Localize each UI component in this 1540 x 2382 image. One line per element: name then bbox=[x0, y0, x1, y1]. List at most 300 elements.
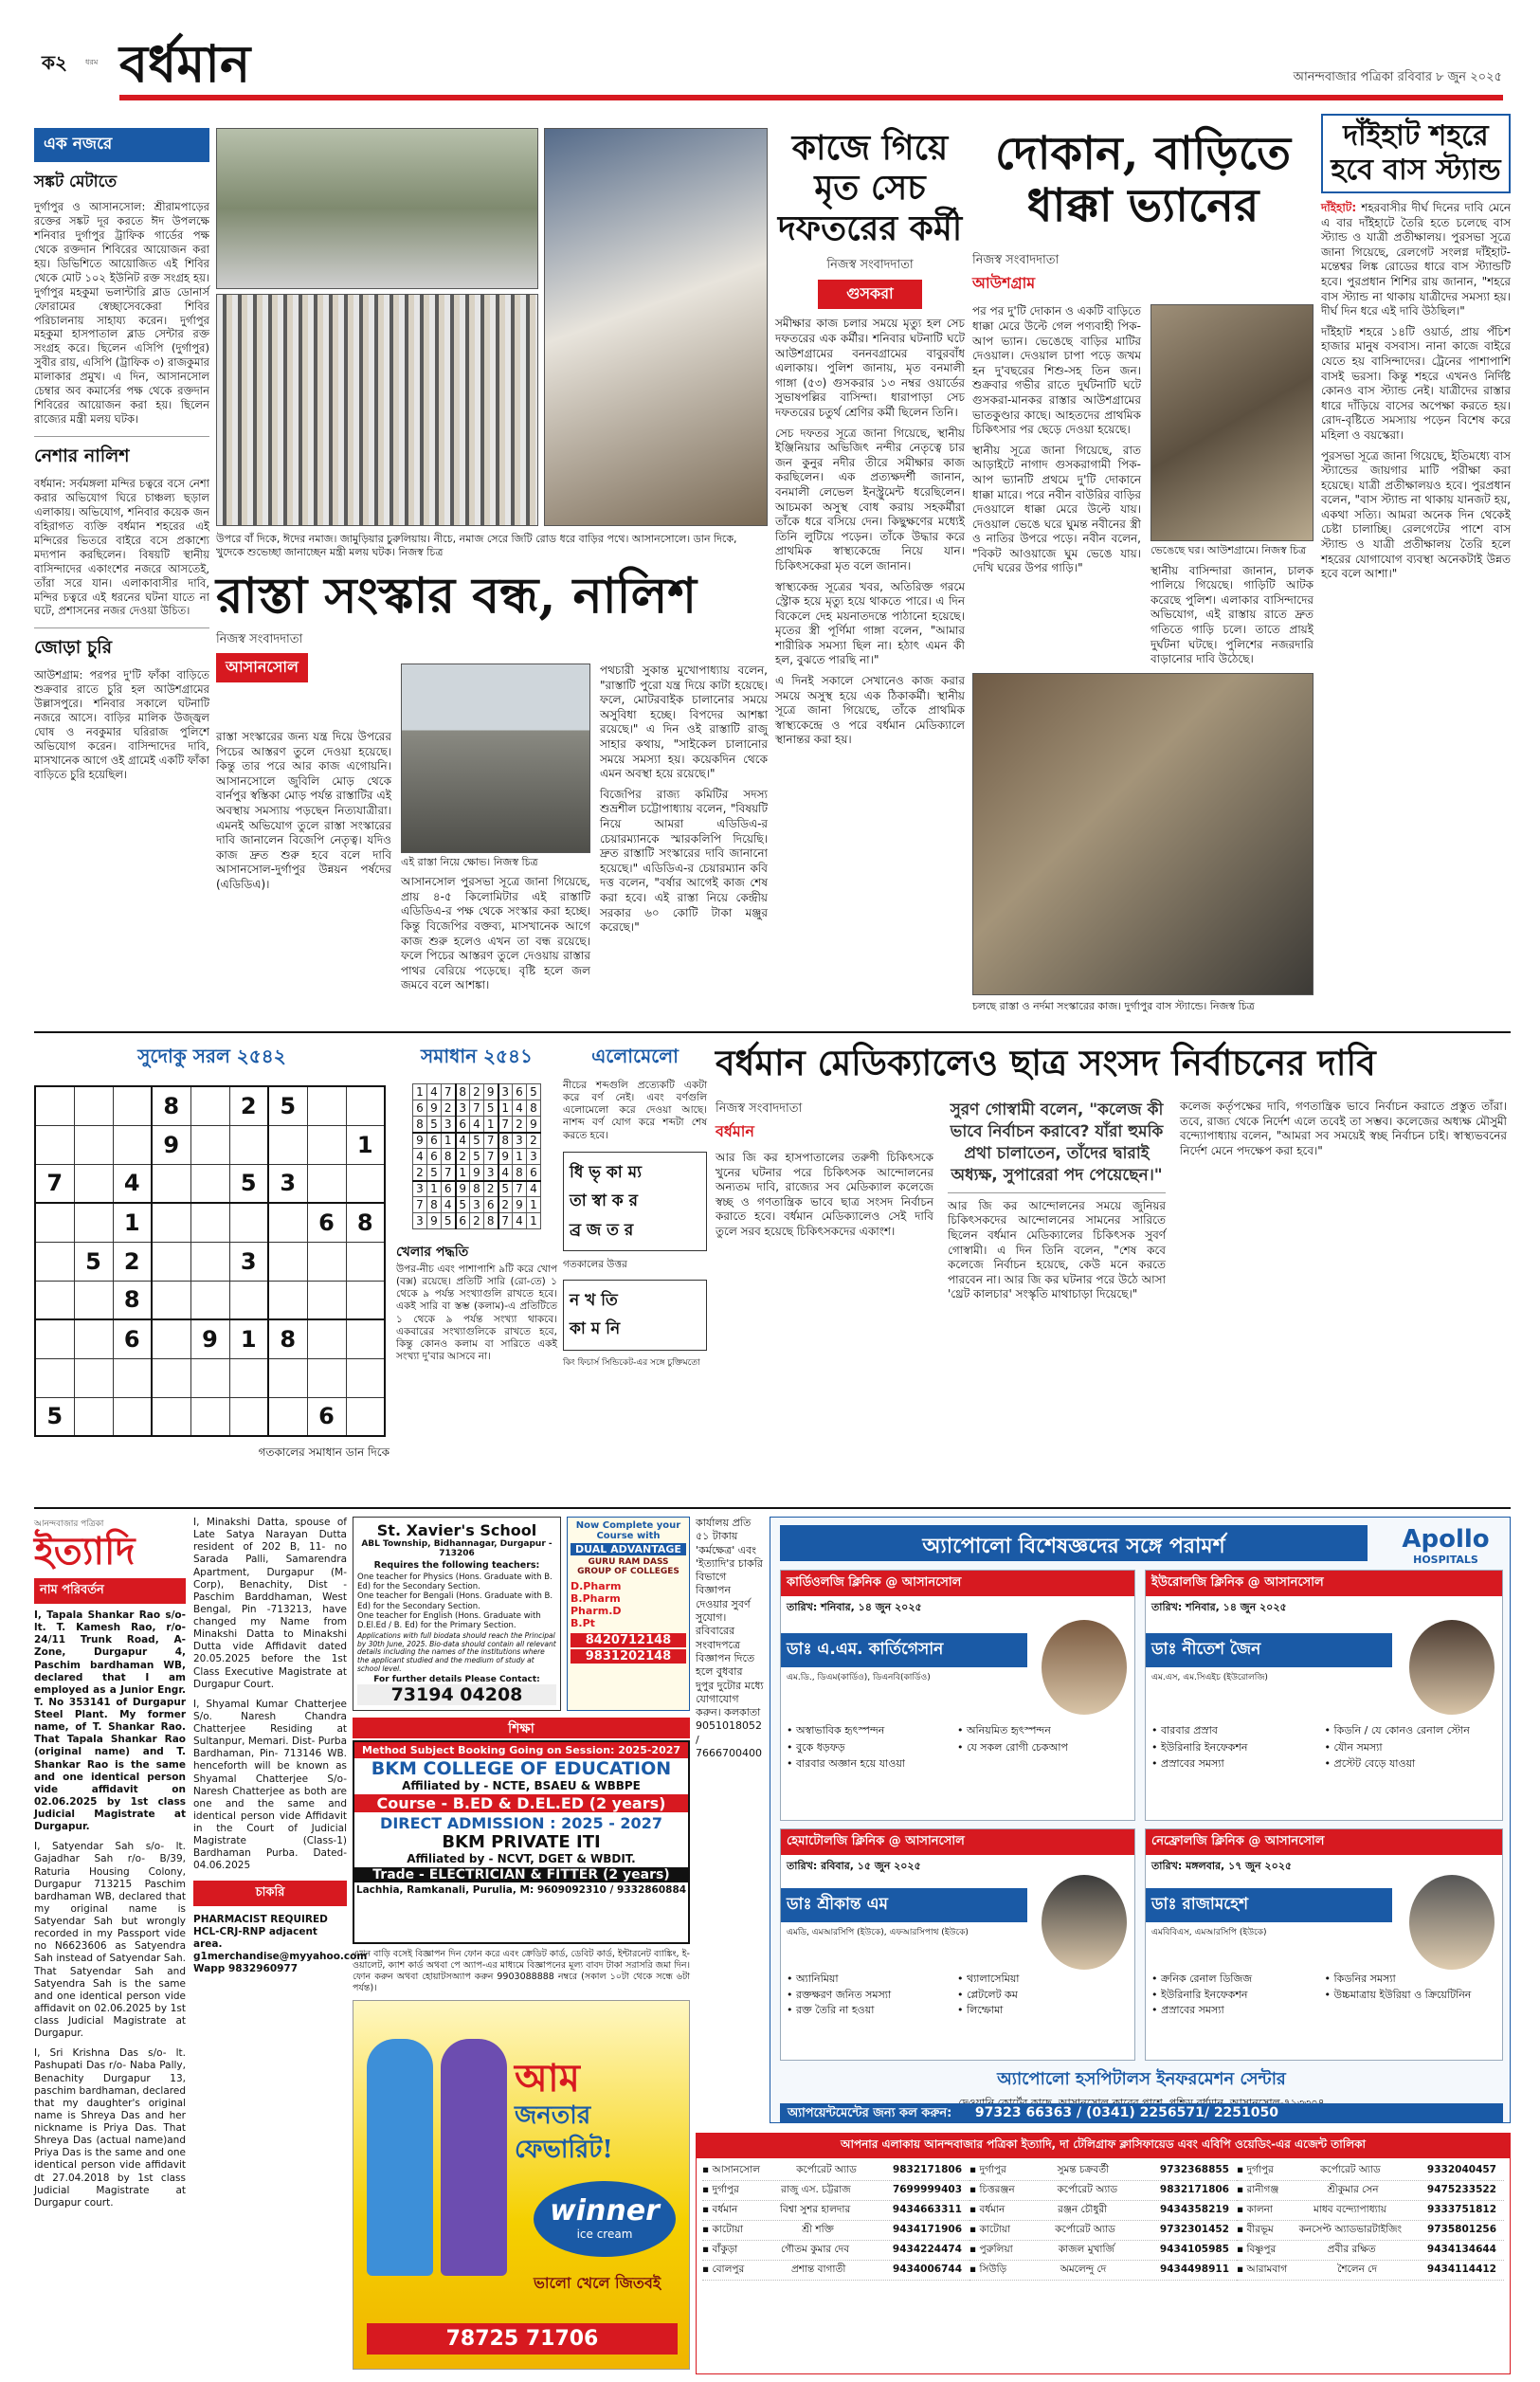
solution-cell: 1 bbox=[413, 1084, 427, 1100]
agent-cell: ▪ পুরুলিয়া bbox=[969, 2243, 1013, 2255]
clinic-symptom-item: • অস্বাভাবিক হৃৎস্পন্দন bbox=[787, 1724, 885, 1736]
sudoku-cell[interactable]: 1 bbox=[346, 1125, 385, 1164]
solution-cell: 2 bbox=[513, 1117, 527, 1133]
solution-cell: 4 bbox=[513, 1213, 527, 1229]
sudoku-cell[interactable] bbox=[346, 1397, 385, 1436]
van-story-title: দোকান, বাড়িতে ধাক্কা ভ্যানের bbox=[994, 127, 1292, 233]
sudoku-footer: গতকালের সমাধান ডান দিকে bbox=[258, 1446, 390, 1459]
solution-cell: 9 bbox=[470, 1165, 484, 1181]
agent-row bbox=[702, 2221, 969, 2241]
solution-cell: 1 bbox=[456, 1165, 470, 1181]
sudoku-cell[interactable] bbox=[74, 1203, 113, 1242]
solution-cell: 5 bbox=[470, 1149, 484, 1165]
clinic-2-name: ইউরোলজি ক্লিনিক @ আসানসোল bbox=[1146, 1571, 1502, 1596]
clinic-symptom-item: • যে সকল রোগী চেকআপ bbox=[957, 1740, 1068, 1754]
sudoku-cell[interactable] bbox=[152, 1242, 190, 1281]
sudoku-cell[interactable]: 8 bbox=[268, 1319, 307, 1358]
sudoku-cell[interactable]: 6 bbox=[113, 1319, 152, 1358]
solution-cell: 2 bbox=[498, 1197, 513, 1213]
medical-story-title: বর্ধমান মেডিক্যালেও ছাত্র সংসদ নির্বাচনের দাবি bbox=[716, 1042, 1376, 1083]
sudoku-cell[interactable] bbox=[190, 1086, 229, 1125]
sudoku-cell[interactable] bbox=[74, 1086, 113, 1125]
sudoku-cell[interactable]: 3 bbox=[229, 1242, 268, 1281]
solution-cell: 5 bbox=[498, 1181, 513, 1197]
sudoku-cell[interactable]: 1 bbox=[113, 1203, 152, 1242]
sudoku-cell[interactable] bbox=[152, 1358, 190, 1397]
agent-cell: 9434358219 bbox=[1159, 2203, 1229, 2215]
guru-name: GURU RAM DASS GROUP OF COLLEGES bbox=[577, 1557, 679, 1576]
solution-cell: 6 bbox=[427, 1149, 442, 1165]
xavier-item-1: One teacher for Physics (Hons. Graduate with B. Ed) for the Secondary Section. bbox=[357, 1573, 553, 1592]
sudoku-cell[interactable] bbox=[268, 1358, 307, 1397]
xavier-contact: For further details Please Contact: bbox=[373, 1675, 540, 1685]
nazar-s3-title: জোড়া চুরি bbox=[34, 627, 209, 664]
sudoku-cell[interactable] bbox=[307, 1164, 346, 1203]
sudoku-title: সুদোকু সরল ২৫৪২ bbox=[137, 1045, 286, 1067]
agent-grid bbox=[697, 2158, 1510, 2283]
agent-cell: রাজু এস. চট্টরাজ bbox=[781, 2183, 851, 2195]
sudoku-cell[interactable] bbox=[35, 1281, 74, 1319]
agent-row bbox=[702, 2201, 969, 2221]
guru-dual: DUAL ADVANTAGE bbox=[571, 1543, 686, 1555]
solution-cell: 6 bbox=[513, 1084, 527, 1100]
sudoku-cell[interactable] bbox=[268, 1242, 307, 1281]
clinic-symptom-item: • বারবার অজ্ঞান হয়ে যাওয়া bbox=[787, 1757, 905, 1771]
sudoku-cell[interactable] bbox=[307, 1242, 346, 1281]
elomelo-word-5: কা ম নি bbox=[570, 1319, 621, 1339]
nazar-s1-body: দুর্গাপুর ও আসানসোল: শ্রীরামপাড়ের রক্তের সঙ্কট দূর করতে ঈদ উপলক্ষে শনিবার দুর্গাপুর ট্রাফিক গার্ডের পক্ষ থেকে রক্তদান শিবিরের আয়োজন করা হয়। ডিভিশিতে আয়োজিত এই শিবির থেকে মোট ১০২ ইউনিট রক্ত সংগ্রহ হয়। দুর্গাপুর মহকুমা ভলান্টারি ব্লাড ডোনার্স ফোরামের স্বেচ্ছাসেবকেরা শিবির পরিচালনায় সাহায্য করেন। দুর্গাপুর মহকুমা হাসপাতাল ব্লাড সেন্টার রক্ত সংগ্রহ করে। ছিলেন এসিপি (দুর্গাপুর) সুবীর রায়, এসিপি (ট্রাফিক ৩) রাজকুমার মালাকার প্রমুখ। এ দিন, আসানসোল চেম্বার অব কমার্সের পক্ষ থেকে রক্তদান শিবিরের আয়োজন করা হয়। ছিলেন রাজ্যের মন্ত্রী মলয় ঘটক। bbox=[34, 200, 209, 427]
header-rule bbox=[119, 95, 1503, 100]
notice-1: I, Tapala Shankar Rao s/o- lt. T. Kamesh Rao, r/o- 24/11 Trunk Road, A- Zone, Durgapur 4, Paschim bardhaman WB, declared that I am employed as a Junior Engr. T. No 353141 of Durgapur Steel Plant. My former name, of T. Shankar Rao. That Tapala Shankar Rao (original name) and T. Shankar Rao is the same and one identical person vide affidavit on 02.06.2025 by 1st class Judicial Magistrate at Durgapur. bbox=[34, 1609, 186, 1833]
clinic-2-list bbox=[1151, 1722, 1497, 1773]
elomelo-answer-label: গতকালের উত্তর bbox=[563, 1259, 627, 1271]
solution-cell: 3 bbox=[413, 1181, 427, 1197]
sudoku-cell[interactable] bbox=[35, 1358, 74, 1397]
sudoku-cell[interactable] bbox=[307, 1319, 346, 1358]
clinic-symptom-item: • বুকে ধড়ফড় bbox=[787, 1740, 845, 1754]
clinic-symptom-item: • ক্রনিক রেনাল ডিজিজ bbox=[1151, 1973, 1253, 1985]
solution-cell: 8 bbox=[442, 1149, 456, 1165]
solution-cell: 4 bbox=[413, 1149, 427, 1165]
apollo-ad bbox=[770, 1517, 1511, 2123]
sudoku-cell[interactable] bbox=[190, 1125, 229, 1164]
sudoku-cell[interactable] bbox=[229, 1397, 268, 1436]
medical-story-p2: আর জি কর আন্দোলনের সময়ে জুনিয়র চিকিৎসকদের আন্দোলনের সামনের সারিতে ছিলেন বর্ধমান মেডিক্যালের চিকিৎসক সুবর্ণ গোস্বামী। এ দিন তিনি বলেন, "শেষ কবে কলেজে নির্বাচন হয়েছে, কেউ মনে করতে পারবেন না। আর জি কর ঘটনার পরে উঠে আসা 'থ্রেট কালচার' সংস্কৃতি মাথাচাড়া দিয়েছে।" bbox=[948, 1198, 1166, 1301]
eid-photo-caption: উপরে বাঁ দিকে, ঈদের নমাজ। জামুড়িয়ার চুরুলিয়ায়। নীচে, নমাজ সেরে জিটি রোড ধরে বাড়ির পথে। আসানসোলে। ডান দিকে, খুদেকে শুভেচ্ছা জানাচ্ছেন মন্ত্রী মলয় ঘটক। নিজস্ব চিত্র bbox=[216, 533, 737, 559]
medical-story-p1: আর জি কর হাসপাতালের তরুণী চিকিৎসকে খুনের ঘটনার পরে চিকিৎসক আন্দোলনের অন্যতম দাবি, রাজ্যের সব মেডিক্যাল কলেজে স্বচ্ছ ও গণতান্ত্রিক ভাবে ছাত্র সংসদ নির্বাচন করাতে হবে। বর্ধমান মেডিক্যালেও সেই দাবি তুলে সরব হয়েছে চিকিৎসকদের একাংশ। bbox=[716, 1151, 933, 1238]
clinic-symptom-item: • প্রস্রাবের সমস্যা bbox=[1151, 2004, 1224, 2016]
agent-row bbox=[969, 2261, 1237, 2281]
agent-cell: প্রশান্ত বাগাতী bbox=[790, 2263, 846, 2275]
staff-story-p3: স্বাস্থ্যকেন্দ্র সূত্রের খবর, অতিরিক্ত গরমে স্ট্রোক হয়ে মৃত্যু হয়ে থাকতে পারে। এ দিন বিকেলে দেহ ময়নাতদন্তে পাঠানো হয়েছে। মৃতের স্ত্রী পূর্ণিমা গাঙ্গা বলেন, "আমার শারীরিক সমস্যা ছিল না। হঠাৎ এমন কী হল, বুঝতে পারছি না।" bbox=[775, 579, 965, 667]
agent-cell: 9475233522 bbox=[1426, 2183, 1496, 2195]
sudoku-cell[interactable]: 8 bbox=[346, 1203, 385, 1242]
agent-cell: ▪ বর্ধমান bbox=[969, 2203, 1006, 2215]
sudoku-cell[interactable]: 2 bbox=[113, 1242, 152, 1281]
sudoku-cell[interactable] bbox=[113, 1125, 152, 1164]
solution-cell: 7 bbox=[513, 1181, 527, 1197]
solution-cell: 7 bbox=[484, 1133, 498, 1149]
clinic-4-doctor-photo bbox=[1409, 1875, 1495, 1970]
elomelo-word-2: তা স্বা ক র bbox=[570, 1191, 638, 1211]
bkm-line-8: Trade - ELECTRICIAN & FITTER (2 years) bbox=[354, 1867, 688, 1882]
solution-cell: 6 bbox=[456, 1213, 470, 1229]
bus-story-p3: পুরসভা সূত্রে জানা গিয়েছে, ইতিমধ্যে বাস স্ট্যান্ডের জায়গার মাটি পরীক্ষা করা হয়েছে। যাত্রী প্রতীক্ষালয়ও হবে। পুরপ্রধান বলেন, "বাস স্ট্যান্ড না থাকায় যানজট হয়, একথা সত্যি। আমরা অনেক দিন থেকেই চেষ্টা চালাচ্ছি। রেলগেটের পাশে বাস স্ট্যান্ড ও যাত্রী প্রতীক্ষালয় তৈরি হলে শহরের যোগাযোগ ব্যবস্থা অনেকটাই উন্নত হবে বলে আশা।" bbox=[1321, 448, 1511, 581]
road-story-byline: নিজস্ব সংবাদদাতা bbox=[216, 632, 303, 647]
sudoku-cell[interactable] bbox=[190, 1242, 229, 1281]
bkm-college-ad bbox=[353, 1740, 690, 1944]
sudoku-cell[interactable] bbox=[229, 1358, 268, 1397]
agent-cell: ▪ দুর্গাপুর bbox=[969, 2164, 1006, 2175]
agent-cell: শৈলেন দে bbox=[1337, 2263, 1377, 2275]
sudoku-cell[interactable] bbox=[346, 1086, 385, 1125]
solution-cell: 9 bbox=[427, 1213, 442, 1229]
sudoku-cell[interactable] bbox=[74, 1125, 113, 1164]
clinic-3-list bbox=[787, 1972, 1128, 2019]
sudoku-cell[interactable]: 5 bbox=[268, 1086, 307, 1125]
sudoku-cell[interactable] bbox=[307, 1125, 346, 1164]
sudoku-cell[interactable] bbox=[229, 1281, 268, 1319]
sudoku-cell[interactable] bbox=[346, 1358, 385, 1397]
clinic-3-doctor-photo bbox=[1042, 1875, 1127, 1970]
road-work-photo bbox=[972, 673, 1314, 995]
sudoku-cell[interactable]: 9 bbox=[152, 1125, 190, 1164]
sudoku-cell[interactable] bbox=[152, 1319, 190, 1358]
sudoku-cell[interactable] bbox=[346, 1281, 385, 1319]
van-story-p1: পর পর দু'টি দোকান ও একটি বাড়িতে ধাক্কা মেরে উল্টে গেল পণ্যবাহী পিক-আপ ভ্যান। ভেঙেছে বাড়ির মাটির দেওয়াল। দেওয়াল চাপা পড়ে জখম হন দু'বছরের শিশু-সহ তিন জন। শুক্রবার গভীর রাতে দুর্ঘটনাটি ঘটে গুসকরা-মানকর রাস্তার আউশগ্রামের ভাতকুণ্ডার কাছে। আহতদের প্রাথমিক চিকিৎসার পর ছেড়ে দেওয়া হয়েছে। bbox=[972, 304, 1141, 437]
solution-cell: 6 bbox=[427, 1133, 442, 1149]
bkm-line-1: Method Subject Booking Going on Session: 2025-2027 bbox=[354, 1742, 688, 1758]
clinic-1-date: তারিখ: শনিবার, ১৪ জুন ২০২৫ bbox=[787, 1601, 922, 1613]
agent-cell: মাধব বন্দ্যোপাধ্যায় bbox=[1314, 2203, 1386, 2215]
agent-cell: শ্রী শক্তি bbox=[802, 2223, 834, 2235]
solution-cell: 3 bbox=[470, 1197, 484, 1213]
ice-cream-bar-2 bbox=[441, 2039, 507, 2276]
xavier-phone: 73194 04208 bbox=[357, 1684, 556, 1705]
sudoku-cell[interactable] bbox=[346, 1242, 385, 1281]
agent-row bbox=[969, 2221, 1237, 2241]
solution-cell: 2 bbox=[470, 1213, 484, 1229]
sudoku-cell[interactable]: 7 bbox=[35, 1164, 74, 1203]
solution-cell: 6 bbox=[527, 1165, 541, 1181]
sudoku-cell[interactable] bbox=[268, 1203, 307, 1242]
sudoku-cell[interactable] bbox=[74, 1397, 113, 1436]
agent-cell: ▪ সিউড়ি bbox=[969, 2263, 1007, 2275]
medical-story-place: বর্ধমান bbox=[716, 1122, 754, 1140]
sudoku-cell[interactable]: 9 bbox=[190, 1319, 229, 1358]
solution-cell: 5 bbox=[456, 1197, 470, 1213]
agent-list-title: আপনার এলাকায় আনন্দবাজার পত্রিকা ইত্যাদি, দা টেলিগ্রাফ ক্লাসিফায়েড এবং এবিপি ওয়েডিং-এর এজেন্ট তালিকা bbox=[697, 2134, 1510, 2158]
clinic-2-date: তারিখ: শনিবার, ১৪ জুন ২০২৫ bbox=[1151, 1601, 1287, 1613]
staff-story-place: গুসকরা bbox=[818, 280, 922, 309]
sudoku-cell[interactable] bbox=[113, 1397, 152, 1436]
rate-note-column: কার্যালয় প্রতি ৫১ টাকায় 'কর্মক্ষেত্র' এবং 'ইত্যাদি'র চাকরি বিভাগে বিজ্ঞাপন দেওয়ার সুবর্ণ সুযোগ। রবিবারের সংবাদপত্রে বিজ্ঞাপন দিতে হলে বুধবার দুপুর দুটোর মধ্যে যোগাযোগ করুন। কলকাতা 9051018052 / 7666700400 bbox=[696, 1517, 764, 1760]
itadi-title: ইত্যাদি bbox=[34, 1529, 136, 1573]
agent-cell: কর্পোরেট অ্যাড bbox=[1057, 2183, 1118, 2195]
sudoku-cell[interactable] bbox=[152, 1281, 190, 1319]
solution-cell: 2 bbox=[456, 1149, 470, 1165]
sudoku-cell[interactable] bbox=[307, 1281, 346, 1319]
sudoku-cell[interactable]: 3 bbox=[268, 1164, 307, 1203]
van-story-p2: স্থানীয় সূত্রে জানা গিয়েছে, রাত আড়াইটে নাগাদ গুসকরাগামী পিক-আপ ভ্যানটি প্রথমে দু'টি দোকানে ধাক্কা মারে। পরে নবীন বাউরির বাড়ির দেওয়ালে ধাক্কা মেরে উল্টে যায়। দেওয়াল ভেঙে ঘরে ঘুমন্ত নবীনের স্ত্রী ও নাতির উপরে পড়ে। নবীন বলেন, "বিকট আওয়াজে ঘুম ভেঙে যায়। দেখি ঘরের উপর গাড়ি।" bbox=[972, 443, 1141, 575]
notice-2: I, Satyendar Sah s/o- lt. Gajadhar Sah r/o- B/39, Raturia Housing Colony, Durgapur 713215 Paschim bardhaman WB, declared that my original name is Satyendar Sah but wrongly recorded in my Passport vide no N6623606 as Satyendra Sah instead of Satyendar Sah. That Satyendar Sah and Satyendra Sah is the same and one identical person vide affidavit on 02.06.2025 by 1st class Judicial Magistrate at Durgapur. bbox=[34, 1841, 186, 2040]
sudoku-cell[interactable] bbox=[35, 1242, 74, 1281]
clinic-symptom-item: • থ্যালাসেমিয়া bbox=[957, 1973, 1020, 1985]
sudoku-cell[interactable] bbox=[268, 1397, 307, 1436]
clinic-symptom-item: • লিম্ফোমা bbox=[957, 2004, 1004, 2016]
clinic-3-doctor: ডাঃ শ্রীকান্ত এম bbox=[781, 1888, 1027, 1922]
winner-tagline: ভালো খেলে জিতবই bbox=[534, 2274, 661, 2292]
solution-cell: 5 bbox=[470, 1133, 484, 1149]
sudoku-cell[interactable]: 8 bbox=[113, 1281, 152, 1319]
solution-cell: 4 bbox=[456, 1133, 470, 1149]
itadi-classifieds bbox=[34, 1517, 368, 2374]
sudoku-cell[interactable]: 5 bbox=[35, 1397, 74, 1436]
sudoku-cell[interactable]: 8 bbox=[152, 1086, 190, 1125]
agent-cell: 9434663311 bbox=[892, 2203, 962, 2215]
solution-cell: 9 bbox=[527, 1117, 541, 1133]
van-story-place: আউশগ্রাম bbox=[972, 274, 1036, 293]
guru-top: Now Complete your Course with bbox=[575, 1520, 681, 1541]
agent-list bbox=[696, 2133, 1511, 2374]
guru-phone-2: 9831202148 bbox=[571, 1649, 686, 1664]
sudoku-cell[interactable] bbox=[190, 1397, 229, 1436]
nazar-column bbox=[34, 128, 209, 1024]
bkm-line-7: Affiliated by - NCVT, DGET & WBDIT. bbox=[407, 1852, 636, 1865]
clinic-2-doctor: ডাঃ নীতেশ জৈন bbox=[1146, 1633, 1392, 1667]
solution-cell: 2 bbox=[442, 1100, 456, 1117]
solution-cell: 5 bbox=[527, 1084, 541, 1100]
solution-cell: 6 bbox=[442, 1181, 456, 1197]
elomelo-intro: নীচের শব্দগুলি প্রত্যেকটি একটা করে বর্ণ নেই। এবং বর্ণগুলি এলোমেলো করে দেওয়া আছে। নাশব্দ বর্ণ যোগ করে শব্দটা শেষ করতে হবে। bbox=[563, 1080, 707, 1141]
job-notice: PHARMACIST REQUIRED HCL-CRJ-RNP adjacent area. g1merchandise@myyahoo.com Wapp 9832960977 bbox=[193, 1913, 368, 1974]
agent-cell: কাজল মুখার্জি bbox=[1058, 2243, 1114, 2255]
sudoku-cell[interactable]: 6 bbox=[307, 1203, 346, 1242]
page-number: ক২ bbox=[42, 51, 67, 74]
agent-cell: প্রবীর রক্ষিত bbox=[1327, 2243, 1376, 2255]
winner-headline-2: জনতার bbox=[515, 2101, 591, 2130]
agent-cell: 9434171906 bbox=[892, 2223, 962, 2235]
sudoku-cell[interactable]: 2 bbox=[229, 1086, 268, 1125]
clinic-4-date: তারিখ: মঙ্গলবার, ১৭ জুন ২০২৫ bbox=[1151, 1860, 1293, 1872]
solution-cell: 3 bbox=[484, 1165, 498, 1181]
bkm-line-3: Affiliated by - NCTE, BSAEU & WBBPE bbox=[402, 1779, 641, 1792]
clinic-symptom-item: • রক্তক্ষরণ জনিত সমস্যা bbox=[787, 1988, 892, 2001]
guru-course-1: D.Pharm bbox=[571, 1580, 622, 1592]
agent-cell: ▪ আসানসোল bbox=[702, 2164, 760, 2175]
sudoku-cell[interactable] bbox=[346, 1164, 385, 1203]
clinic-symptom-item: • ইউরিনারি ইনফেকশন bbox=[1151, 1988, 1248, 2001]
elomelo-credit: কিং ফিচার্স সিন্ডিকেট-এর সঙ্গে চুক্তিমতো bbox=[563, 1357, 700, 1368]
road-photo-caption: এই রাস্তা নিয়ে ক্ষোভ। নিজস্ব চিত্র bbox=[401, 856, 538, 868]
agent-cell: রঞ্জন চৌধুরী bbox=[1058, 2203, 1108, 2215]
sudoku-cell[interactable] bbox=[74, 1358, 113, 1397]
itadi-section: নাম পরিবর্তন bbox=[34, 1578, 186, 1604]
winner-brand: winner bbox=[550, 2194, 660, 2227]
solution-cell: 3 bbox=[527, 1149, 541, 1165]
clinic-symptom-item: • রক্ত তৈরি না হওয়া bbox=[787, 2004, 875, 2016]
apollo-title: অ্যাপোলো বিশেষজ্ঞদের সঙ্গে পরামর্শ bbox=[780, 1525, 1368, 1561]
agent-row bbox=[969, 2241, 1237, 2261]
guru-course-2: B.Pharm bbox=[571, 1592, 621, 1605]
page-header bbox=[0, 0, 1540, 104]
agent-cell: ▪ রানীগঞ্জ bbox=[1237, 2183, 1279, 2195]
road-story-p2: আসানসোল পুরসভা সূত্রে জানা গিয়েছে, প্রায় ৪-৫ কিলোমিটার এই রাস্তাটি এডিডিএ-র পক্ষ থেকে সংস্কার করা হচ্ছে। কিন্তু বিজেপির বক্তব্য, মাসখানেক আগে কাজ শুরু হলেও এখন তা বন্ধ রয়েছে। ফলে পিচের আস্তরণ তুলে দেওয়ায় রাস্তার পাথর বেরিয়ে পড়েছে। বৃষ্টি হলে জল জমবে বলে আশঙ্কা। bbox=[401, 875, 590, 992]
clinic-symptom-item: • প্রস্টেট বেড়ে যাওয়া bbox=[1324, 1757, 1416, 1771]
sudoku-cell[interactable] bbox=[74, 1281, 113, 1319]
nazar-s1-title: সঙ্কট মেটাতে bbox=[34, 173, 118, 191]
clinic-4-doctor: ডাঃ রাজামহেশ bbox=[1146, 1888, 1392, 1922]
solution-cell: 8 bbox=[484, 1213, 498, 1229]
sudoku-grid[interactable] bbox=[34, 1085, 386, 1437]
shiksha-label: শিক্ষা bbox=[353, 1718, 690, 1738]
sudoku-cell[interactable] bbox=[152, 1203, 190, 1242]
staff-story-byline: নিজস্ব সংবাদদাতা bbox=[826, 258, 914, 273]
sudoku-cell[interactable]: 4 bbox=[113, 1164, 152, 1203]
sudoku-cell[interactable] bbox=[346, 1319, 385, 1358]
clinic-symptom-item: • যৌন সমস্যা bbox=[1324, 1740, 1383, 1754]
sudoku-cell[interactable] bbox=[113, 1358, 152, 1397]
header-date: আনন্দবাজার পত্রিকা রবিবার ৮ জুন ২০২৫ bbox=[1293, 70, 1502, 84]
solution-cell: 2 bbox=[527, 1133, 541, 1149]
solution-cell: 8 bbox=[470, 1181, 484, 1197]
sudoku-cell[interactable]: 5 bbox=[229, 1164, 268, 1203]
solution-cell: 7 bbox=[498, 1117, 513, 1133]
agent-cell: শ্রীকুমার সেন bbox=[1327, 2183, 1379, 2195]
guru-phone-1: 8420712148 bbox=[571, 1633, 686, 1647]
sudoku-cell[interactable]: 1 bbox=[229, 1319, 268, 1358]
clinic-1-list bbox=[787, 1722, 1128, 1773]
clinic-1-doctor: ডাঃ এ.এম. কার্তিগেসান bbox=[781, 1633, 1027, 1667]
apollo-centre: অ্যাপোলো হসপিটালস ইনফরমেশন সেন্টার bbox=[997, 2069, 1286, 2089]
solution-cell: 3 bbox=[413, 1213, 427, 1229]
sudoku-cell[interactable] bbox=[268, 1281, 307, 1319]
solution-cell: 9 bbox=[413, 1133, 427, 1149]
sudoku-cell[interactable] bbox=[229, 1125, 268, 1164]
agent-cell: 9434114412 bbox=[1426, 2263, 1496, 2275]
classified-note: এখন বাড়ি বসেই বিজ্ঞাপন দিন ফোন করে এবং ক্রেডিট কার্ড, ডেবিট কার্ড, ইন্টারনেট ব্যাঙ্কিং, ই-ওয়ালেট, ক্যাশ কার্ড অথবা পে অ্যাপ-এর মাধ্যমে বিজ্ঞাপনের মূল্য বাবদ টাকা সরাসরি জমা দিন। ফোন করুন অথবা হোয়াটসঅ্যাপ করুন 9903088888 নম্বরে (সকাল ১০টা থেকে সন্ধে ৬টা পর্যন্ত)। bbox=[353, 1949, 690, 1993]
sudoku-cell[interactable] bbox=[113, 1086, 152, 1125]
agent-cell: 9332040457 bbox=[1426, 2164, 1496, 2175]
bkm-line-4: Course - B.ED & D.EL.ED (2 years) bbox=[354, 1794, 688, 1812]
solution-cell: 5 bbox=[442, 1213, 456, 1229]
staff-story-p4: এ দিনই সকালে সেখানেও কাজ করার সময়ে অসুস্থ হয়ে এক ঠিকাকর্মী। স্থানীয় সূত্রে জানা গিয়েছে, তাঁকে প্রাথমিক স্বাস্থ্যকেন্দ্রে ও পরে বর্ধমান মেডিক্যালে স্থানান্তর করা হয়। bbox=[775, 674, 965, 747]
bkm-line-5: DIRECT ADMISSION : 2025 - 2027 bbox=[380, 1814, 662, 1832]
clinic-4-name: নেফ্রোলজি ক্লিনিক @ আসানসোল bbox=[1146, 1829, 1502, 1855]
solution-cell: 1 bbox=[498, 1100, 513, 1117]
van-story-p3: স্থানীয় বাসিন্দারা জানান, চালক পালিয়ে গিয়েছে। গাড়িটি আটক করেছে পুলিশ। এলাকার বাসিন্দাদের অভিযোগ, এই রাস্তায় রাতে দ্রুত গতিতে গাড়ি চলে। তাতে প্রায়ই দুর্ঘটনা ঘটছে। পুলিশের নজরদারি বাড়ানোর দাবি উঠেছে। bbox=[1150, 563, 1314, 666]
sudoku-cell[interactable] bbox=[152, 1397, 190, 1436]
sudoku-cell[interactable] bbox=[268, 1125, 307, 1164]
sudoku-cell[interactable] bbox=[35, 1319, 74, 1358]
solution-cell: 3 bbox=[498, 1084, 513, 1100]
sudoku-cell[interactable] bbox=[35, 1125, 74, 1164]
winner-headline-3: ফেভারিট! bbox=[515, 2136, 613, 2164]
sudoku-cell[interactable] bbox=[190, 1281, 229, 1319]
nazar-title: এক নজরে bbox=[34, 128, 209, 162]
agent-cell: কর্পোরেট অ্যাড bbox=[1320, 2164, 1381, 2175]
agent-cell: 9434105985 bbox=[1159, 2243, 1229, 2255]
medical-story-p3: কলেজ কর্তৃপক্ষের দাবি, গণতান্ত্রিক ভাবে নির্বাচন করাতে প্রস্তুত তাঁরা। তবে, রাজ্য থেকে নির্দেশ এলে তবেই তা সম্ভব। কলেজের অধ্যক্ষ মৌসুমী বন্দ্যোপাধ্যায় বলেন, "আমরা সব সময়েই স্বচ্ছ নির্বাচন চাই। স্বাস্থ্যভবনের নির্দেশ মেনে পদক্ষেপ করা হবে।" bbox=[1180, 1100, 1507, 1157]
notice-5: I, Shyamal Kumar Chatterjee S/o. Naresh Chandra Chatterjee Residing at Sultanpur, Memari. Dist- Purba Bardhaman, Pin- 713146 WB. henceforth will be known as Shyamal Chatterjee S/o- Naresh Chatterjee as both are one and the same and identical person vide Affidavit in the Court of Judicial Magistrate (Class-1) Bardhaman Purba. Dated-04.06.2025 bbox=[193, 1698, 347, 1872]
sudoku-section bbox=[34, 1043, 390, 1498]
solution-title: সমাধান ২৫৪১ bbox=[421, 1045, 533, 1067]
solution-cell: 4 bbox=[513, 1100, 527, 1117]
agent-cell: ▪ দুর্গাপুর bbox=[702, 2183, 739, 2195]
sudoku-cell[interactable] bbox=[74, 1319, 113, 1358]
bus-story-place: দাঁইহাট: bbox=[1321, 201, 1357, 214]
sudoku-cell[interactable] bbox=[190, 1203, 229, 1242]
sudoku-cell[interactable] bbox=[190, 1358, 229, 1397]
solution-cell: 9 bbox=[456, 1181, 470, 1197]
clinic-symptom-item: • প্রস্রাবের সমস্যা bbox=[1151, 1757, 1224, 1771]
bkm-line-2: BKM COLLEGE OF EDUCATION bbox=[371, 1758, 672, 1779]
sudoku-cell[interactable]: 5 bbox=[74, 1242, 113, 1281]
agent-cell: বিশ্বা সুশর হালদার bbox=[780, 2203, 851, 2215]
mid-divider bbox=[34, 1031, 1511, 1033]
agent-cell: ▪ বিষ্ণুপুর bbox=[1237, 2243, 1277, 2255]
clinic-symptom-item: • অ্যানিমিয়া bbox=[787, 1973, 839, 1985]
sudoku-cell[interactable] bbox=[307, 1358, 346, 1397]
clinic-symptom-item: • কিডনি / যে কোনও রেনাল স্টোন bbox=[1324, 1724, 1470, 1736]
elomelo-title: এলোমেলো bbox=[591, 1045, 679, 1067]
agent-row bbox=[969, 2181, 1237, 2201]
staff-story-p2: সেচ দফতর সূত্রে জানা গিয়েছে, স্থানীয় ইঞ্জিনিয়ার অভিজিৎ নন্দীর নেতৃত্বে চার জন কুনুর নদীর তীরে সমীক্ষার কাজ করছিলেন। এক প্রত্যক্ষদর্শী জানান, বনমালী লেভেল ইনস্ট্রুমেন্ট ধরেছিলেন। আচমকা অসুস্থ বোধ করায় সহকর্মীরা তাঁকে ধরে বসিয়ে দেন। কিছুক্ষণের মধ্যেই তিনি লুটিয়ে পড়েন। তাঁকে উদ্ধার করে প্রাথমিক স্বাস্থ্যকেন্দ্রে নিয়ে যান। চিকিৎসকেরা মৃত বলে জানান। bbox=[775, 426, 965, 573]
winner-phone: 78725 71706 bbox=[367, 2323, 678, 2355]
xavier-item-3: One teacher for English (Hons. Graduate with D.El.Ed / B. Ed) for the Primary Section. bbox=[357, 1610, 541, 1630]
sudoku-cell[interactable] bbox=[152, 1164, 190, 1203]
solution-cell: 7 bbox=[413, 1197, 427, 1213]
road-story-p4: বিজেপির রাজ্য কমিটির সদস্য শুভ্রশীল চট্টোপাধ্যায় বলেন, "বিষয়টি নিয়ে আমরা এডিডিএ-র চেয়ারম্যানকে স্মারকলিপি দিয়েছি। দ্রুত রাস্তাটি সংস্কারের দাবি জানানো হয়েছে।" এডিডিএ-র চেয়ারম্যান কবি দত্ত বলেন, "বর্ষার আগেই কাজ শেষ করা হবে। এই রাস্তা নিয়ে কেন্দ্রীয় সরকার ৬০ কোটি টাকা মঞ্জুর করেছে।" bbox=[600, 787, 768, 935]
winner-sub: ice cream bbox=[576, 2227, 633, 2241]
clinic-3-date: তারিখ: রবিবার, ১৫ জুন ২০২৫ bbox=[787, 1860, 921, 1872]
xavier-req: Requires the following teachers: bbox=[373, 1560, 540, 1571]
solution-cell: 9 bbox=[427, 1100, 442, 1117]
clinic-symptom-item: • ইউরিনারি ইনফেকশন bbox=[1151, 1740, 1248, 1754]
clinic-1-degree: এম.ডি., ডিএম(কার্ডিও), ডিএনবি(কার্ডিও) bbox=[787, 1673, 931, 1682]
guru-course-4: B.Pt bbox=[571, 1617, 595, 1629]
solution-cell: 7 bbox=[484, 1149, 498, 1165]
agent-cell: 9434224474 bbox=[892, 2243, 962, 2255]
itadi-label: আনন্দবাজার পত্রিকা bbox=[34, 1519, 104, 1529]
clinic-symptom-item: • বারবার প্রস্রাব bbox=[1151, 1724, 1218, 1736]
sudoku-cell[interactable] bbox=[74, 1164, 113, 1203]
xavier-address: ABL Township, Bidhannagar, Durgapur - 713206 bbox=[361, 1539, 553, 1558]
sudoku-cell[interactable] bbox=[190, 1164, 229, 1203]
sudoku-cell[interactable] bbox=[35, 1086, 74, 1125]
agent-cell: কর্পোরেট অ্যাড bbox=[796, 2164, 857, 2175]
agent-row bbox=[1237, 2161, 1504, 2181]
sudoku-cell[interactable] bbox=[307, 1086, 346, 1125]
agent-cell: ▪ কাটোয়া bbox=[969, 2223, 1011, 2235]
sudoku-cell[interactable] bbox=[35, 1203, 74, 1242]
agent-row bbox=[1237, 2201, 1504, 2221]
solution-cell: 3 bbox=[513, 1133, 527, 1149]
ad-divider bbox=[34, 1507, 1511, 1509]
solution-cell: 4 bbox=[470, 1117, 484, 1133]
agent-cell: গৌতম কুমার দেব bbox=[781, 2243, 850, 2255]
agent-row bbox=[969, 2201, 1237, 2221]
agent-cell: ▪ আরামবাগ bbox=[1237, 2263, 1288, 2275]
solution-cell: 6 bbox=[456, 1117, 470, 1133]
van-story-byline: নিজস্ব সংবাদদাতা bbox=[972, 253, 1060, 268]
agent-cell: কর্পোরেট অ্যাড bbox=[1055, 2223, 1115, 2235]
solution-cell: 5 bbox=[484, 1100, 498, 1117]
solution-cell: 7 bbox=[470, 1100, 484, 1117]
clinic-4-degree: এমবিবিএস, এমআরসিপি (ইউকে) bbox=[1151, 1928, 1267, 1937]
sudoku-cell[interactable] bbox=[229, 1203, 268, 1242]
sudoku-cell[interactable]: 6 bbox=[307, 1397, 346, 1436]
